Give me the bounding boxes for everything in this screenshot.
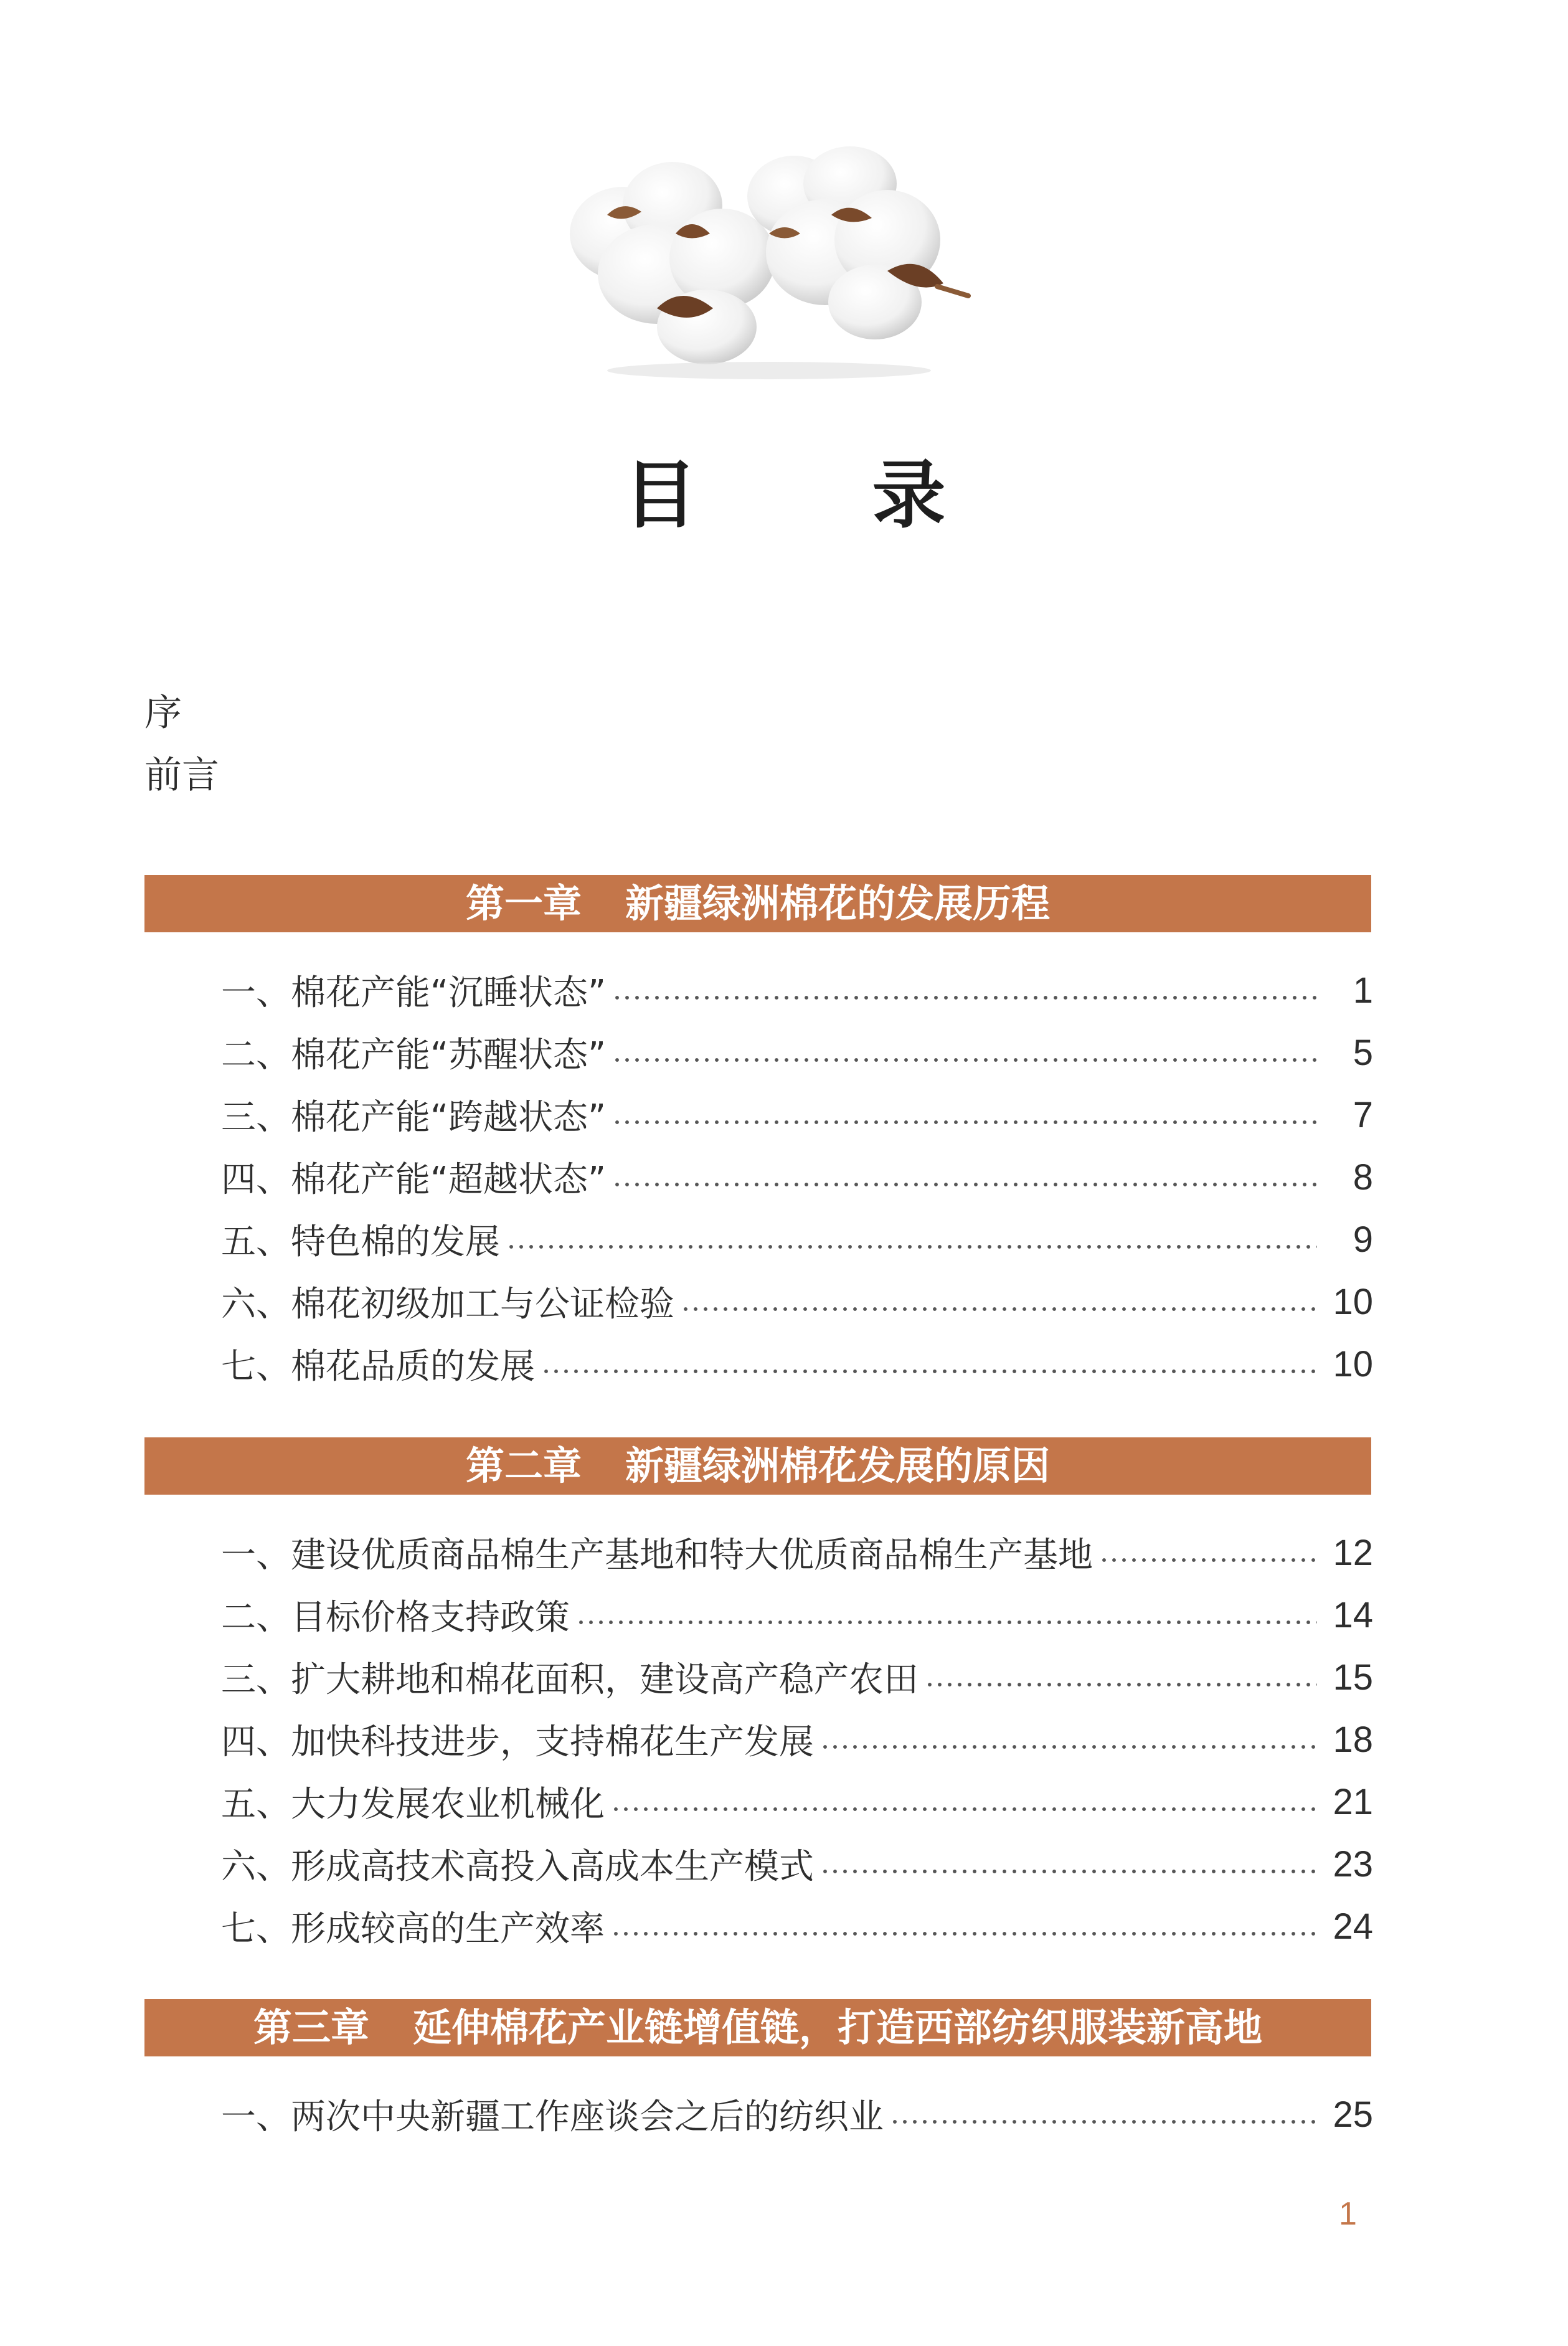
toc-entry[interactable] — [221, 1021, 1373, 1084]
chapter-3-entries — [221, 2083, 1373, 2145]
toc-entry[interactable] — [221, 1146, 1373, 1208]
toc-entry-label: 五、特色棉的发展 — [221, 1222, 500, 1262]
toc-entry-label: 七、棉花品质的发展 — [221, 1346, 535, 1387]
dot-leader — [681, 1283, 1317, 1320]
page-number: 1 — [1339, 2196, 1357, 2232]
toc-entry-page: 10 — [1333, 1343, 1373, 1384]
toc-entry-label: 六、棉花初级加工与公证检验 — [221, 1284, 674, 1325]
toc-entry[interactable] — [221, 1584, 1373, 1646]
dot-leader — [890, 2096, 1317, 2133]
chapter-number: 第二章 — [465, 1443, 582, 1488]
dot-leader — [1099, 1534, 1317, 1571]
front-matter-foreword: 前言 — [144, 754, 219, 797]
dot-leader — [612, 1158, 1317, 1196]
chapter-title: 新疆绿洲棉花发展的原因 — [625, 1443, 1051, 1488]
dot-leader — [925, 1658, 1317, 1696]
dot-leader — [611, 1783, 1317, 1820]
toc-entry[interactable] — [221, 1833, 1373, 1895]
dot-leader — [541, 1345, 1317, 1383]
toc-entry[interactable] — [221, 1333, 1373, 1395]
toc-entry-label: 一、棉花产能“沉睡状态” — [221, 973, 607, 1013]
dot-leader — [506, 1221, 1317, 1258]
chapter-1-entries — [221, 959, 1373, 1395]
chapter-2-entries — [221, 1521, 1373, 1957]
toc-entry-label: 五、大力发展农业机械化 — [221, 1784, 605, 1825]
dot-leader — [820, 1845, 1317, 1883]
toc-entry-page: 25 — [1333, 2094, 1373, 2135]
toc-entry-label: 一、建设优质商品棉生产基地和特大优质商品棉生产基地 — [221, 1535, 1093, 1576]
toc-entry-page: 12 — [1333, 1532, 1373, 1573]
dot-leader — [820, 1721, 1317, 1758]
toc-entry-label: 四、加快科技进步，支持棉花生产发展 — [221, 1722, 814, 1762]
toc-entry-page: 10 — [1333, 1281, 1373, 1322]
toc-entry[interactable] — [221, 1771, 1373, 1833]
chapter-title: 新疆绿洲棉花的发展历程 — [625, 881, 1051, 926]
toc-entry-page: 7 — [1353, 1094, 1373, 1135]
toc-entry-label: 四、棉花产能“超越状态” — [221, 1160, 607, 1200]
toc-entry[interactable] — [221, 959, 1373, 1021]
toc-entry[interactable] — [221, 1708, 1373, 1771]
toc-entry-page: 9 — [1353, 1219, 1373, 1260]
toc-entry[interactable] — [221, 1084, 1373, 1146]
toc-entry-label: 一、两次中央新疆工作座谈会之后的纺织业 — [221, 2097, 884, 2137]
toc-entry-page: 14 — [1333, 1594, 1373, 1635]
dot-leader — [612, 1034, 1317, 1071]
toc-entry[interactable] — [221, 1521, 1373, 1584]
chapter-number: 第三章 — [253, 2005, 369, 2050]
toc-entry[interactable] — [221, 2083, 1373, 2145]
page-title: 目 录 — [623, 452, 1021, 538]
toc-entry-page: 23 — [1333, 1843, 1373, 1885]
dot-leader — [576, 1596, 1317, 1634]
dot-leader — [612, 1096, 1317, 1133]
front-matter-preface: 序 — [144, 691, 182, 735]
toc-entry-label: 三、扩大耕地和棉花面积，建设高产稳产农田 — [221, 1660, 919, 1700]
chapter-3-header — [144, 1999, 1371, 2056]
dot-leader — [611, 1908, 1317, 1945]
toc-entry[interactable] — [221, 1895, 1373, 1957]
toc-entry-label: 三、棉花产能“跨越状态” — [221, 1097, 607, 1138]
chapter-2-header — [144, 1437, 1371, 1495]
dot-leader — [612, 972, 1317, 1009]
toc-entry[interactable] — [221, 1646, 1373, 1708]
toc-entry-page: 18 — [1333, 1719, 1373, 1760]
toc-entry-page: 8 — [1353, 1156, 1373, 1198]
toc-entry-page: 5 — [1353, 1032, 1373, 1073]
toc-entry-label: 六、形成高技术高投入高成本生产模式 — [221, 1847, 814, 1887]
toc-entry-page: 24 — [1333, 1906, 1373, 1947]
chapter-title: 延伸棉花产业链增值链，打造西部纺织服装新高地 — [413, 2005, 1263, 2050]
toc-entry[interactable] — [221, 1270, 1373, 1333]
toc-entry-label: 七、形成较高的生产效率 — [221, 1909, 605, 1949]
chapter-number: 第一章 — [465, 881, 582, 926]
toc-entry-page: 1 — [1353, 970, 1373, 1011]
chapter-1-header — [144, 875, 1371, 932]
cotton-boll-illustration — [564, 140, 975, 383]
toc-entry[interactable] — [221, 1208, 1373, 1270]
toc-entry-page: 21 — [1333, 1781, 1373, 1822]
toc-entry-label: 二、目标价格支持政策 — [221, 1597, 570, 1638]
toc-entry-page: 15 — [1333, 1657, 1373, 1698]
toc-entry-label: 二、棉花产能“苏醒状态” — [221, 1035, 607, 1076]
